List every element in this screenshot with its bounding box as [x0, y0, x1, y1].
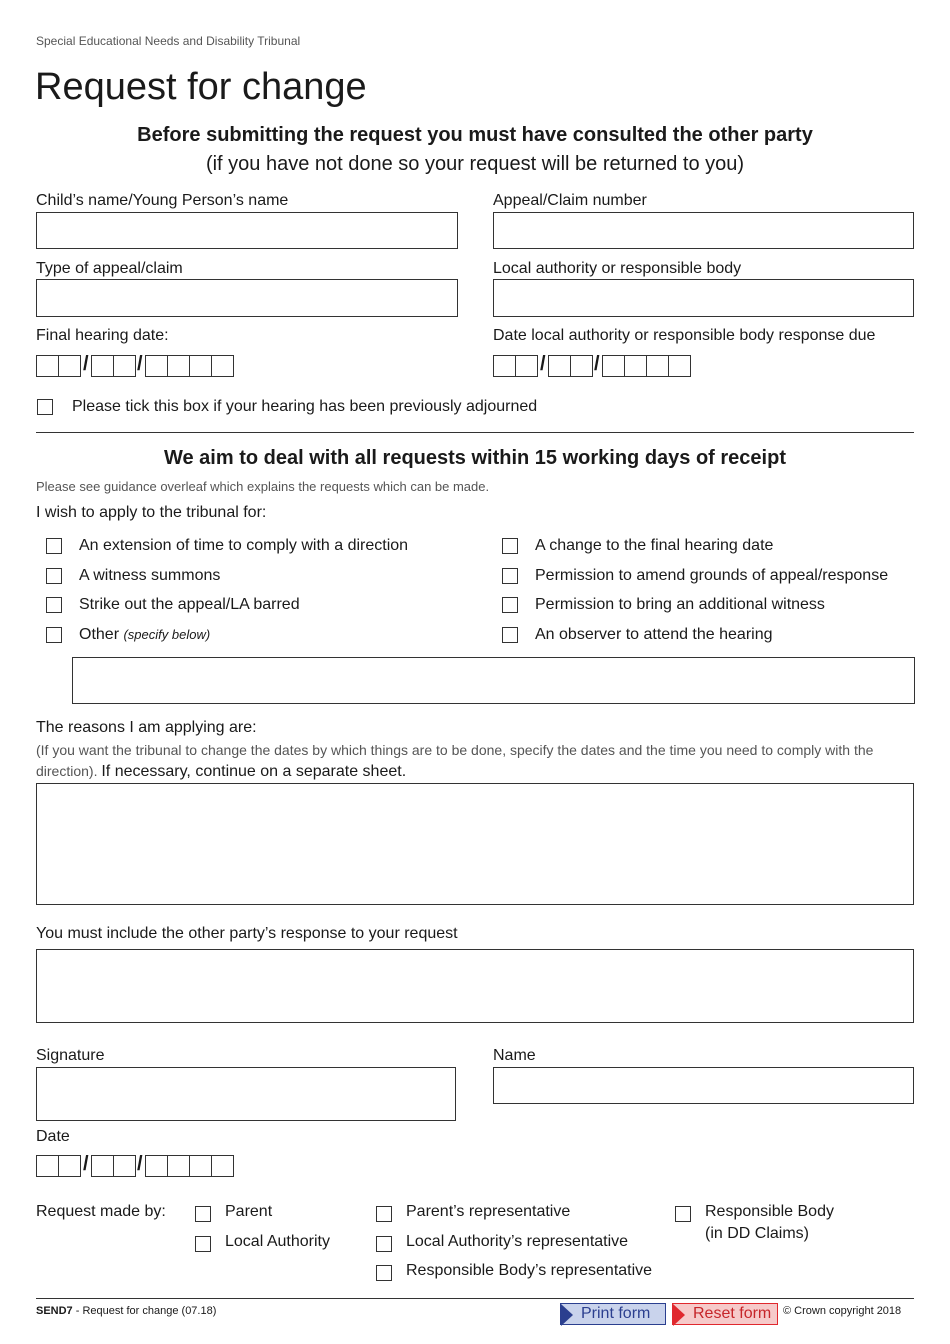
response-due-label: Date local authority or responsible body response due [493, 327, 876, 344]
form-code-id: SEND7 [36, 1305, 73, 1317]
name-field[interactable] [493, 1067, 914, 1104]
date-year-4[interactable] [668, 355, 691, 377]
consult-notice-sub: (if you have not done so your request will be returned to you) [205, 153, 745, 175]
date-month-2[interactable] [113, 1155, 136, 1177]
date-year-3[interactable] [189, 355, 212, 377]
date-year-2[interactable] [167, 355, 190, 377]
parent-label: Parent [225, 1203, 273, 1220]
section-divider [36, 432, 914, 433]
strike-out-checkbox[interactable] [46, 597, 62, 613]
response-due-date [493, 355, 703, 377]
date-year-4[interactable] [211, 355, 234, 377]
local-authority-checkbox[interactable] [195, 1236, 211, 1252]
witness-summons-label: A witness summons [79, 567, 221, 584]
date-separator: / [137, 353, 143, 375]
other-note: (specify below) [123, 627, 211, 642]
parent-checkbox[interactable] [195, 1206, 211, 1222]
date-day-1[interactable] [36, 355, 59, 377]
appeal-type-label: Type of appeal/claim [36, 260, 183, 277]
observer-checkbox[interactable] [502, 627, 518, 643]
child-name-label: Child’s name/Young Person’s name [36, 192, 289, 209]
reset-arrow-icon [673, 1304, 685, 1326]
adjourned-checkbox[interactable] [37, 399, 53, 415]
copyright: © Crown copyright 2018 [783, 1305, 902, 1317]
date-year-2[interactable] [167, 1155, 190, 1177]
organisation-name: Special Educational Needs and Disability Tribunal [36, 34, 301, 48]
appeal-number-label: Appeal/Claim number [493, 192, 647, 209]
la-rep-label: Local Authority’s representative [406, 1233, 629, 1250]
additional-witness-checkbox[interactable] [502, 597, 518, 613]
reasons-note-text: (If you want the tribunal to change the dates by which things are to be done, specify the dates and the time you need to comply with the direction). [36, 742, 874, 779]
date-day-2[interactable] [515, 355, 538, 377]
name-label: Name [493, 1047, 536, 1064]
la-rep-checkbox[interactable] [376, 1236, 392, 1252]
response-label: You must include the other party’s response to your request [36, 925, 458, 942]
parent-rep-checkbox[interactable] [376, 1206, 392, 1222]
other-text: Other [79, 626, 120, 643]
parent-rep-label: Parent’s representative [406, 1203, 571, 1220]
date-month-1[interactable] [548, 355, 571, 377]
date-day-1[interactable] [36, 1155, 59, 1177]
signature-field[interactable] [36, 1067, 456, 1121]
date-year-4[interactable] [211, 1155, 234, 1177]
local-authority-label: Local authority or responsible body [493, 260, 742, 277]
form-code [36, 1305, 216, 1317]
amend-grounds-checkbox[interactable] [502, 568, 518, 584]
date-year-3[interactable] [189, 1155, 212, 1177]
hearing-date-change-checkbox[interactable] [502, 538, 518, 554]
date-separator: / [137, 1153, 143, 1175]
responsible-body-label: Responsible Body [705, 1203, 834, 1220]
footer-divider [36, 1298, 914, 1299]
observer-label: An observer to attend the hearing [535, 626, 773, 643]
date-separator: / [83, 1153, 89, 1175]
responsible-body-sublabel: (in DD Claims) [705, 1225, 809, 1242]
date-year-1[interactable] [145, 1155, 168, 1177]
page-title: Request for change [35, 66, 367, 108]
date-year-2[interactable] [624, 355, 647, 377]
appeal-number-field[interactable] [493, 212, 914, 249]
reasons-note [36, 740, 916, 782]
amend-grounds-label: Permission to amend grounds of appeal/response [535, 567, 889, 584]
reset-form-button[interactable] [672, 1303, 778, 1325]
reasons-note-extra: If necessary, continue on a separate sheet. [101, 763, 407, 780]
extension-label: An extension of time to comply with a direction [79, 537, 409, 554]
apply-label: I wish to apply to the tribunal for: [36, 504, 267, 521]
other-specify-field[interactable] [72, 657, 915, 704]
print-form-button[interactable] [560, 1303, 666, 1325]
extension-checkbox[interactable] [46, 538, 62, 554]
consult-notice: Before submitting the request you must have consulted the other party [137, 124, 813, 146]
rb-rep-label: Responsible Body’s representative [406, 1262, 653, 1279]
print-form-label: Print form [581, 1305, 651, 1322]
appeal-type-field[interactable] [36, 279, 458, 317]
final-hearing-date [36, 355, 246, 377]
strike-out-label: Strike out the appeal/LA barred [79, 596, 300, 613]
witness-summons-checkbox[interactable] [46, 568, 62, 584]
signature-date [36, 1155, 246, 1177]
other-label [79, 626, 210, 644]
date-separator: / [540, 353, 546, 375]
date-day-1[interactable] [493, 355, 516, 377]
guidance-note: Please see guidance overleaf which explains the requests which can be made. [36, 479, 490, 494]
hearing-date-change-label: A change to the final hearing date [535, 537, 774, 554]
made-by-label: Request made by: [36, 1203, 166, 1220]
date-label: Date [36, 1128, 70, 1145]
other-checkbox[interactable] [46, 627, 62, 643]
reasons-field[interactable] [36, 783, 914, 905]
reasons-label: The reasons I am applying are: [36, 719, 257, 736]
rb-rep-checkbox[interactable] [376, 1265, 392, 1281]
final-hearing-label: Final hearing date: [36, 327, 169, 344]
date-day-2[interactable] [58, 1155, 81, 1177]
print-arrow-icon [561, 1304, 573, 1326]
reset-form-label: Reset form [693, 1305, 772, 1322]
responsible-body-checkbox[interactable] [675, 1206, 691, 1222]
date-day-2[interactable] [58, 355, 81, 377]
date-month-1[interactable] [91, 1155, 114, 1177]
date-month-2[interactable] [113, 355, 136, 377]
child-name-field[interactable] [36, 212, 458, 249]
requests-heading: We aim to deal with all requests within 15 working days of receipt [163, 447, 786, 469]
local-authority-option-label: Local Authority [225, 1233, 330, 1250]
adjourned-label: Please tick this box if your hearing has been previously adjourned [72, 398, 538, 415]
date-separator: / [594, 353, 600, 375]
date-year-1[interactable] [145, 355, 168, 377]
date-year-3[interactable] [646, 355, 669, 377]
additional-witness-label: Permission to bring an additional witness [535, 596, 825, 613]
date-month-2[interactable] [570, 355, 593, 377]
date-year-1[interactable] [602, 355, 625, 377]
date-separator: / [83, 353, 89, 375]
form-code-desc: - Request for change (07.18) [72, 1305, 217, 1317]
local-authority-field[interactable] [493, 279, 914, 317]
signature-label: Signature [36, 1047, 105, 1064]
response-field[interactable] [36, 949, 914, 1023]
date-month-1[interactable] [91, 355, 114, 377]
